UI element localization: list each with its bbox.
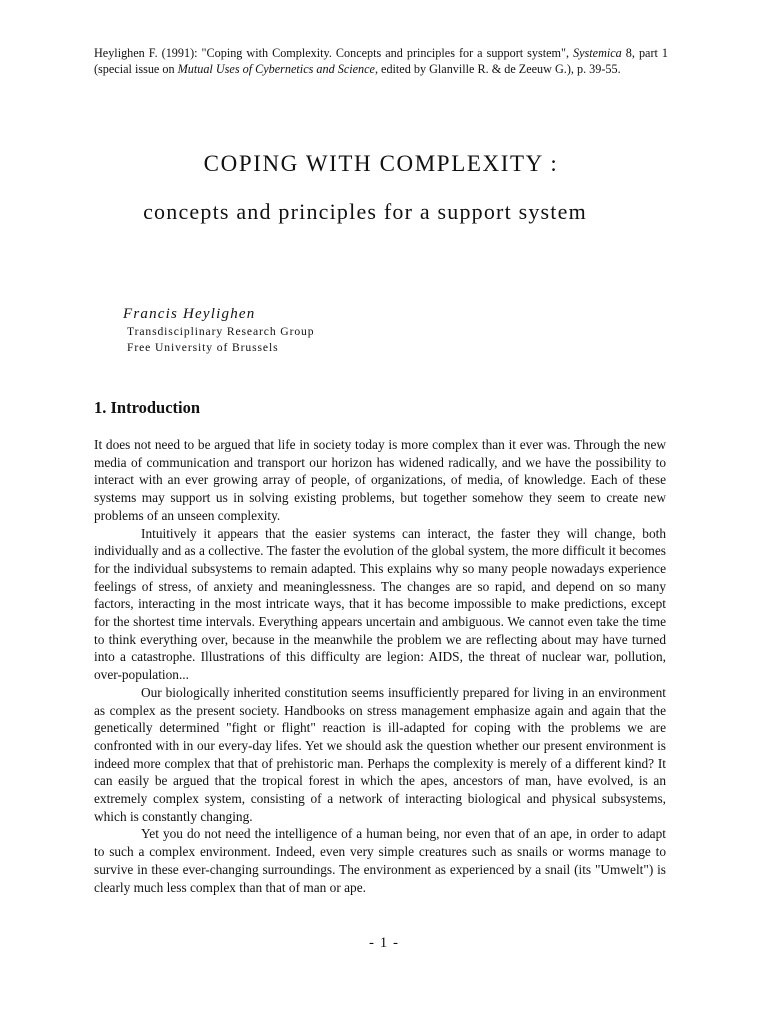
author-affiliation-1: Transdisciplinary Research Group [127, 325, 315, 338]
body-paragraph-1: It does not need to be argued that life in society today is more complex than it ever was. Through the new media of communication and transport our horizon has widened radically, and we have the possibility to interact with an ever growing array of people, of organizations, of media, of knowledge. Each of these systems may support us in solving existing problems, but together somehow they seem to create new problems of an unseen complexity. [94, 437, 666, 523]
citation-text-2: 8, part 1 (special issue on [94, 46, 668, 76]
page-number: - 1 - [369, 935, 399, 951]
citation-issue-title: Mutual Uses of Cybernetics and Science [177, 61, 375, 76]
body-paragraph-4: Yet you do not need the intelligence of a human being, nor even that of an ape, in order to adapt to such a complex environment. Indeed, even very simple creatures such as snails or worms manage to survive in these ever-changing surroundings. The environment as experienced by a snail (its "Umwelt") is clearly much less complex than that of man or ape. [94, 826, 666, 895]
body-paragraph-3: Our biologically inherited constitution seems insufficiently prepared for living in an environment as complex as the present society. Handbooks on stress management emphasize again and again that the genetically determined "fight or flight" reaction is ill-adapted for coping with the problems we are confronted with in our every-day lifes. Yet we should ask the question whether our present environment is indeed more complex that that of prehistoric man. Perhaps the complexity is merely of a different kind? It can easily be argued that the tropical forest in which the apes, ancestors of man, have evolved, is an extremely complex system, consisting of a network of interacting biological and physical subsystems, which is constantly changing. [94, 684, 666, 824]
author-name: Francis Heylighen [123, 306, 256, 322]
citation [94, 46, 668, 77]
paper-subtitle: concepts and principles for a support system [143, 199, 587, 224]
section-body [94, 436, 666, 896]
citation-text-1: Heylighen F. (1991): "Coping with Complexity. Concepts and principles for a support system", [94, 46, 574, 60]
paper-title: COPING WITH COMPLEXITY : [203, 151, 559, 176]
author-affiliation-2: Free University of Brussels [127, 341, 279, 354]
citation-text-3: , edited by Glanville R. & de Zeeuw G.), p. 39-55. [374, 61, 621, 76]
section-heading: 1. Introduction [94, 398, 201, 417]
citation-journal: Systemica [573, 46, 622, 60]
body-paragraph-2: Intuitively it appears that the easier systems can interact, the faster they will change, both individually and as a collective. The faster the evolution of the global system, the more difficult it becomes for the individual subsystems to remain adapted. This explains why so many people nowadays experience feelings of stress, of anxiety and meaninglessness. The changes are so rapid, and depend on so many factors, interacting in the most intricate ways, that it has become impossible to make predictions, except for the shortest time intervals. Everything appears uncertain and ambiguous. We cannot even take the time to think everything over, because in the meanwhile the problem we are reflecting about may have turned into a catastrophe. Illustrations of this difficulty are legion: AIDS, the threat of nuclear war, pollution, over-population... [94, 525, 666, 683]
